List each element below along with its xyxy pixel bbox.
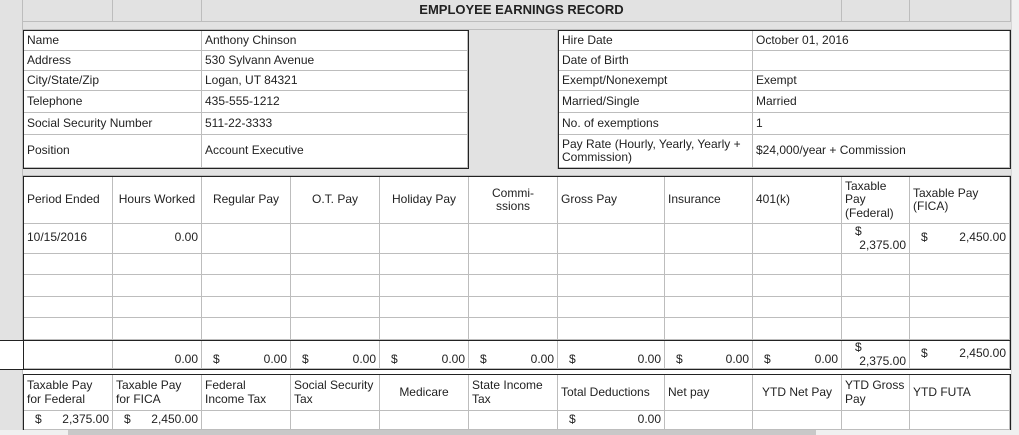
empty-grid-cell[interactable] (380, 254, 469, 275)
position-label[interactable]: Position (24, 135, 202, 168)
empty-grid-cell[interactable] (24, 297, 113, 318)
vertical-scrollbar[interactable] (1011, 0, 1019, 430)
totals-regular-cell[interactable] (202, 341, 291, 369)
col-commissions[interactable]: Commi- ssions (469, 177, 558, 224)
ded-ytd-gross-cell[interactable] (842, 411, 910, 430)
dob-label[interactable]: Date of Birth (559, 51, 753, 71)
currency-symbol: $ (921, 229, 928, 244)
col-taxable-federal[interactable]: Taxable Pay (Federal) (842, 177, 910, 224)
ded-ss-tax-cell[interactable] (291, 411, 380, 430)
currency-symbol: $ (569, 412, 576, 427)
col-federal-income-tax[interactable]: Federal Income Tax (202, 375, 291, 411)
empty-grid-cell[interactable] (665, 254, 753, 275)
sheet-title: EMPLOYEE EARNINGS RECORD (202, 0, 842, 22)
dob-value[interactable] (753, 51, 1010, 71)
totals-hours-cell[interactable] (113, 341, 202, 369)
insurance-cell[interactable] (665, 224, 753, 254)
empty-grid-cell[interactable] (910, 318, 1010, 340)
empty-grid-cell[interactable] (113, 297, 202, 318)
empty-grid-cell[interactable] (202, 297, 291, 318)
city-label[interactable]: City/State/Zip (24, 71, 202, 91)
totals-gross-value: 0.00 (637, 351, 661, 366)
exempt-value[interactable]: Exempt (753, 71, 1010, 91)
taxable-federal-cell[interactable] (842, 224, 910, 254)
exemptions-value[interactable]: 1 (753, 113, 1010, 135)
taxable-fica-value: 2,450.00 (959, 229, 1006, 244)
phone-label[interactable]: Telephone (24, 91, 202, 113)
col-medicare[interactable]: Medicare (380, 375, 469, 411)
totals-insurance-cell[interactable] (665, 341, 753, 369)
totals-period-cell[interactable] (24, 341, 113, 369)
totals-insurance-value: 0.00 (725, 351, 749, 366)
gross-pay-cell[interactable] (558, 224, 665, 254)
empty-grid-cell[interactable] (753, 254, 842, 275)
currency-symbol: $ (391, 351, 398, 366)
col-ytd-futa[interactable]: YTD FUTA (910, 375, 1010, 411)
row-header-gutter (0, 0, 23, 340)
empty-grid-cell[interactable] (753, 318, 842, 340)
ded-total-deductions-value: 0.00 (637, 412, 661, 427)
empty-grid-cell[interactable] (469, 318, 558, 340)
empty-grid-cell[interactable] (753, 297, 842, 318)
empty-grid-cell[interactable] (291, 254, 380, 275)
hire-date-value[interactable]: October 01, 2016 (753, 31, 1010, 51)
ded-taxable-fica-cell[interactable] (113, 411, 202, 430)
empty-grid-cell[interactable] (469, 275, 558, 297)
col-ytd-net-pay[interactable]: YTD Net Pay (753, 375, 842, 411)
col-net-pay[interactable]: Net pay (665, 375, 753, 411)
empty-grid-cell[interactable] (291, 297, 380, 318)
totals-taxable-federal-cell[interactable] (842, 341, 910, 369)
totals-hours-value: 0.00 (174, 351, 198, 366)
currency-symbol: $ (921, 345, 928, 360)
empty-grid-cell[interactable] (665, 297, 753, 318)
title-row-filler (23, 0, 113, 22)
empty-grid-cell[interactable] (665, 318, 753, 340)
empty-grid-cell[interactable] (842, 275, 910, 297)
empty-grid-cell[interactable] (558, 318, 665, 340)
currency-symbol: $ (855, 224, 862, 239)
totals-ot-cell[interactable] (291, 341, 380, 369)
empty-grid-cell[interactable] (665, 275, 753, 297)
empty-grid-cell[interactable] (558, 275, 665, 297)
empty-grid-cell[interactable] (842, 297, 910, 318)
address-label[interactable]: Address (24, 51, 202, 71)
taxable-fica-cell[interactable] (910, 224, 1010, 254)
empty-grid-cell[interactable] (113, 318, 202, 340)
empty-grid-cell[interactable] (202, 275, 291, 297)
empty-grid-cell[interactable] (380, 297, 469, 318)
empty-grid-cell[interactable] (842, 254, 910, 275)
col-social-security-tax[interactable]: Social Security Tax (291, 375, 380, 411)
horizontal-scrollbar[interactable] (0, 430, 1019, 435)
ded-federal-tax-cell[interactable] (202, 411, 291, 430)
ot-pay-cell[interactable] (291, 224, 380, 254)
married-label[interactable]: Married/Single (559, 91, 753, 113)
col-total-deductions[interactable]: Total Deductions (558, 375, 665, 411)
currency-symbol: $ (855, 341, 862, 355)
totals-regular-value: 0.00 (263, 351, 287, 366)
section-spacer (23, 169, 1011, 176)
totals-taxable-federal-value: 2,375.00 (859, 353, 906, 368)
col-regular-pay[interactable]: Regular Pay (202, 177, 291, 224)
ded-ytd-net-cell[interactable] (753, 411, 842, 430)
col-state-income-tax[interactable]: State Income Tax (469, 375, 558, 411)
totals-taxable-fica-value: 2,450.00 (959, 345, 1006, 360)
title-row-filler-4 (910, 0, 1011, 22)
totals-401k-value: 0.00 (814, 351, 838, 366)
exempt-label[interactable]: Exempt/Nonexempt (559, 71, 753, 91)
empty-grid-cell[interactable] (753, 275, 842, 297)
period-ended-cell[interactable]: 10/15/2016 (24, 224, 113, 254)
exemptions-label[interactable]: No. of exemptions (559, 113, 753, 135)
currency-symbol: $ (764, 351, 771, 366)
empty-grid-cell[interactable] (202, 254, 291, 275)
ssn-label[interactable]: Social Security Number (24, 113, 202, 135)
ded-state-tax-cell[interactable] (469, 411, 558, 430)
empty-grid-cell[interactable] (202, 318, 291, 340)
totals-401k-cell[interactable] (753, 341, 842, 369)
commissions-cell[interactable] (469, 224, 558, 254)
empty-grid-cell[interactable] (380, 275, 469, 297)
col-ot-pay[interactable]: O.T. Pay (291, 177, 380, 224)
col-hours-worked[interactable]: Hours Worked (113, 177, 202, 224)
hours-worked-cell[interactable]: 0.00 (113, 224, 202, 254)
empty-grid-cell[interactable] (24, 254, 113, 275)
title-row-filler-2 (113, 0, 202, 22)
totals-commissions-cell[interactable] (469, 341, 558, 369)
col-holiday-pay[interactable]: Holiday Pay (380, 177, 469, 224)
scrollbar-thumb[interactable] (68, 430, 816, 435)
totals-taxable-fica-cell[interactable] (910, 341, 1010, 369)
empty-grid-cell[interactable] (469, 254, 558, 275)
col-gross-pay[interactable]: Gross Pay (558, 177, 665, 224)
k401-cell[interactable] (753, 224, 842, 254)
empty-grid-cell[interactable] (469, 297, 558, 318)
totals-gross-cell[interactable] (558, 341, 665, 369)
col-period-ended[interactable]: Period Ended (24, 177, 113, 224)
empty-grid-cell[interactable] (24, 275, 113, 297)
empty-grid-cell[interactable] (910, 254, 1010, 275)
empty-grid-cell[interactable] (910, 297, 1010, 318)
empty-grid-cell[interactable] (842, 318, 910, 340)
taxable-federal-value: 2,375.00 (859, 237, 906, 252)
currency-symbol: $ (676, 351, 683, 366)
currency-symbol: $ (213, 351, 220, 366)
pay-rate-value[interactable]: $24,000/year + Commission (753, 135, 1010, 168)
city-value[interactable]: Logan, UT 84321 (202, 71, 468, 91)
phone-value[interactable]: 435-555-1212 (202, 91, 468, 113)
totals-holiday-value: 0.00 (441, 351, 465, 366)
ded-taxable-federal-value: 2,375.00 (62, 412, 109, 427)
ssn-value[interactable]: 511-22-3333 (202, 113, 468, 135)
col-insurance[interactable]: Insurance (665, 177, 753, 224)
title-spacer (23, 22, 1011, 30)
col-401k[interactable]: 401(k) (753, 177, 842, 224)
totals-ot-value: 0.00 (352, 351, 376, 366)
empty-grid-cell[interactable] (24, 318, 113, 340)
ded-taxable-fica-value: 2,450.00 (151, 412, 198, 427)
col-taxable-for-federal[interactable]: Taxable Pay for Federal (24, 375, 113, 411)
currency-symbol: $ (124, 412, 131, 427)
empty-grid-cell[interactable] (380, 318, 469, 340)
empty-grid-cell[interactable] (558, 297, 665, 318)
ded-total-deductions-cell[interactable] (558, 411, 665, 430)
row-header-gutter-lower (0, 370, 23, 430)
married-value[interactable]: Married (753, 91, 1010, 113)
empty-grid-cell[interactable] (113, 254, 202, 275)
name-label[interactable]: Name (24, 31, 202, 51)
ded-taxable-federal-cell[interactable] (24, 411, 113, 430)
currency-symbol: $ (35, 412, 42, 427)
title-row-filler-3 (842, 0, 910, 22)
col-taxable-for-fica[interactable]: Taxable Pay for FICA (113, 375, 202, 411)
empty-grid-cell[interactable] (910, 275, 1010, 297)
col-ytd-gross-pay[interactable]: YTD Gross Pay (842, 375, 910, 411)
currency-symbol: $ (302, 351, 309, 366)
regular-pay-cell[interactable] (202, 224, 291, 254)
hire-date-label[interactable]: Hire Date (559, 31, 753, 51)
holiday-pay-cell[interactable] (380, 224, 469, 254)
totals-commissions-value: 0.00 (530, 351, 554, 366)
ded-ytd-futa-cell[interactable] (910, 411, 1010, 430)
col-taxable-fica[interactable]: Taxable Pay (FICA) (910, 177, 1010, 224)
name-value[interactable]: Anthony Chinson (202, 31, 468, 51)
address-value[interactable]: 530 Sylvann Avenue (202, 51, 468, 71)
empty-grid-cell[interactable] (291, 275, 380, 297)
totals-holiday-cell[interactable] (380, 341, 469, 369)
pay-rate-label[interactable]: Pay Rate (Hourly, Yearly, Yearly + Commission) (559, 135, 753, 168)
ded-medicare-cell[interactable] (380, 411, 469, 430)
currency-symbol: $ (480, 351, 487, 366)
currency-symbol: $ (569, 351, 576, 366)
empty-grid-cell[interactable] (113, 275, 202, 297)
position-value[interactable]: Account Executive (202, 135, 468, 168)
empty-grid-cell[interactable] (291, 318, 380, 340)
ded-net-pay-cell[interactable] (665, 411, 753, 430)
empty-grid-cell[interactable] (558, 254, 665, 275)
info-gap-column (469, 30, 558, 169)
